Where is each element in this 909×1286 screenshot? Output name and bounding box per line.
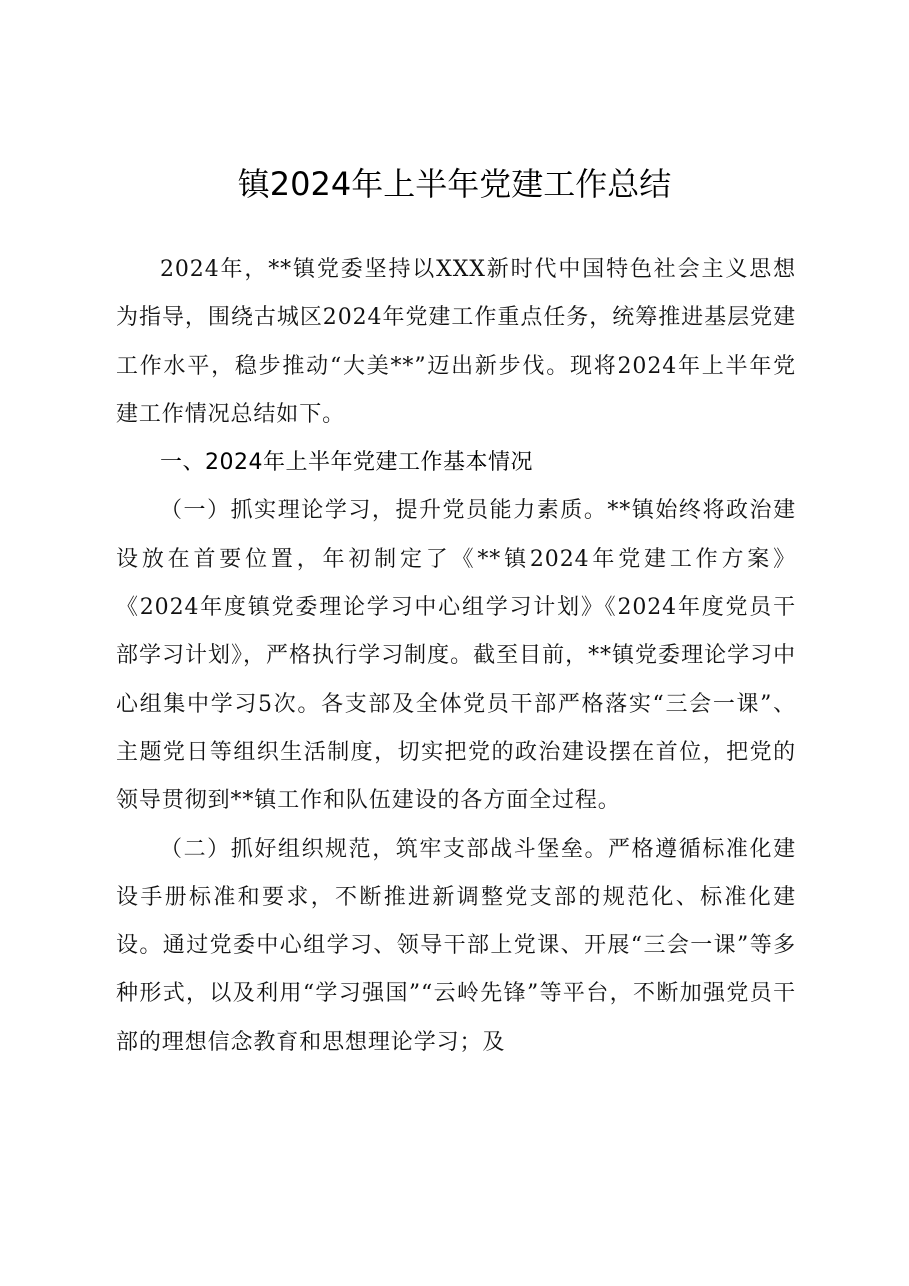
intro-paragraph: 2024年，**镇党委坚持以XXX新时代中国特色社会主义思想为指导，围绕古城区2024年党建工作重点任务，统筹推进基层党建工作水平，稳步推动“大美**”迈出新步伐。现将2024年上半年党建工作情况总结如下。 <box>116 257 796 427</box>
paragraph-theory-study: （一）抓实理论学习，提升党员能力素质。**镇始终将政治建设放在首要位置，年初制定了《**镇2024年党建工作方案》《2024年度镇党委理论学习中心组学习计划》《2024年度党员干部学习计划》，严格执行学习制度。截至目前，**镇党委理论学习中心组集中学习5次。各支部及全体党员干部严格落实“三会一课”、主题党日等组织生活制度，切实把党的政治建设摆在首位，把党的领导贯彻到**镇工作和队伍建设的各方面全过程。 <box>116 498 796 814</box>
paragraph-organization: （二）抓好组织规范，筑牢支部战斗堡垒。严格遵循标准化建设手册标准和要求，不断推进新调整党支部的规范化、标准化建设。通过党委中心组学习、领导干部上党课、开展“三会一课”等多种形式，以及利用“学习强国”“云岭先锋”等平台，不断加强党员干部的理想信念教育和思想理论学习；及 <box>116 836 796 1055</box>
document-body <box>116 246 796 1067</box>
document-title: 镇2024年上半年党建工作总结 <box>237 165 672 203</box>
section-heading-1: 一、2024年上半年党建工作基本情况 <box>160 450 533 476</box>
